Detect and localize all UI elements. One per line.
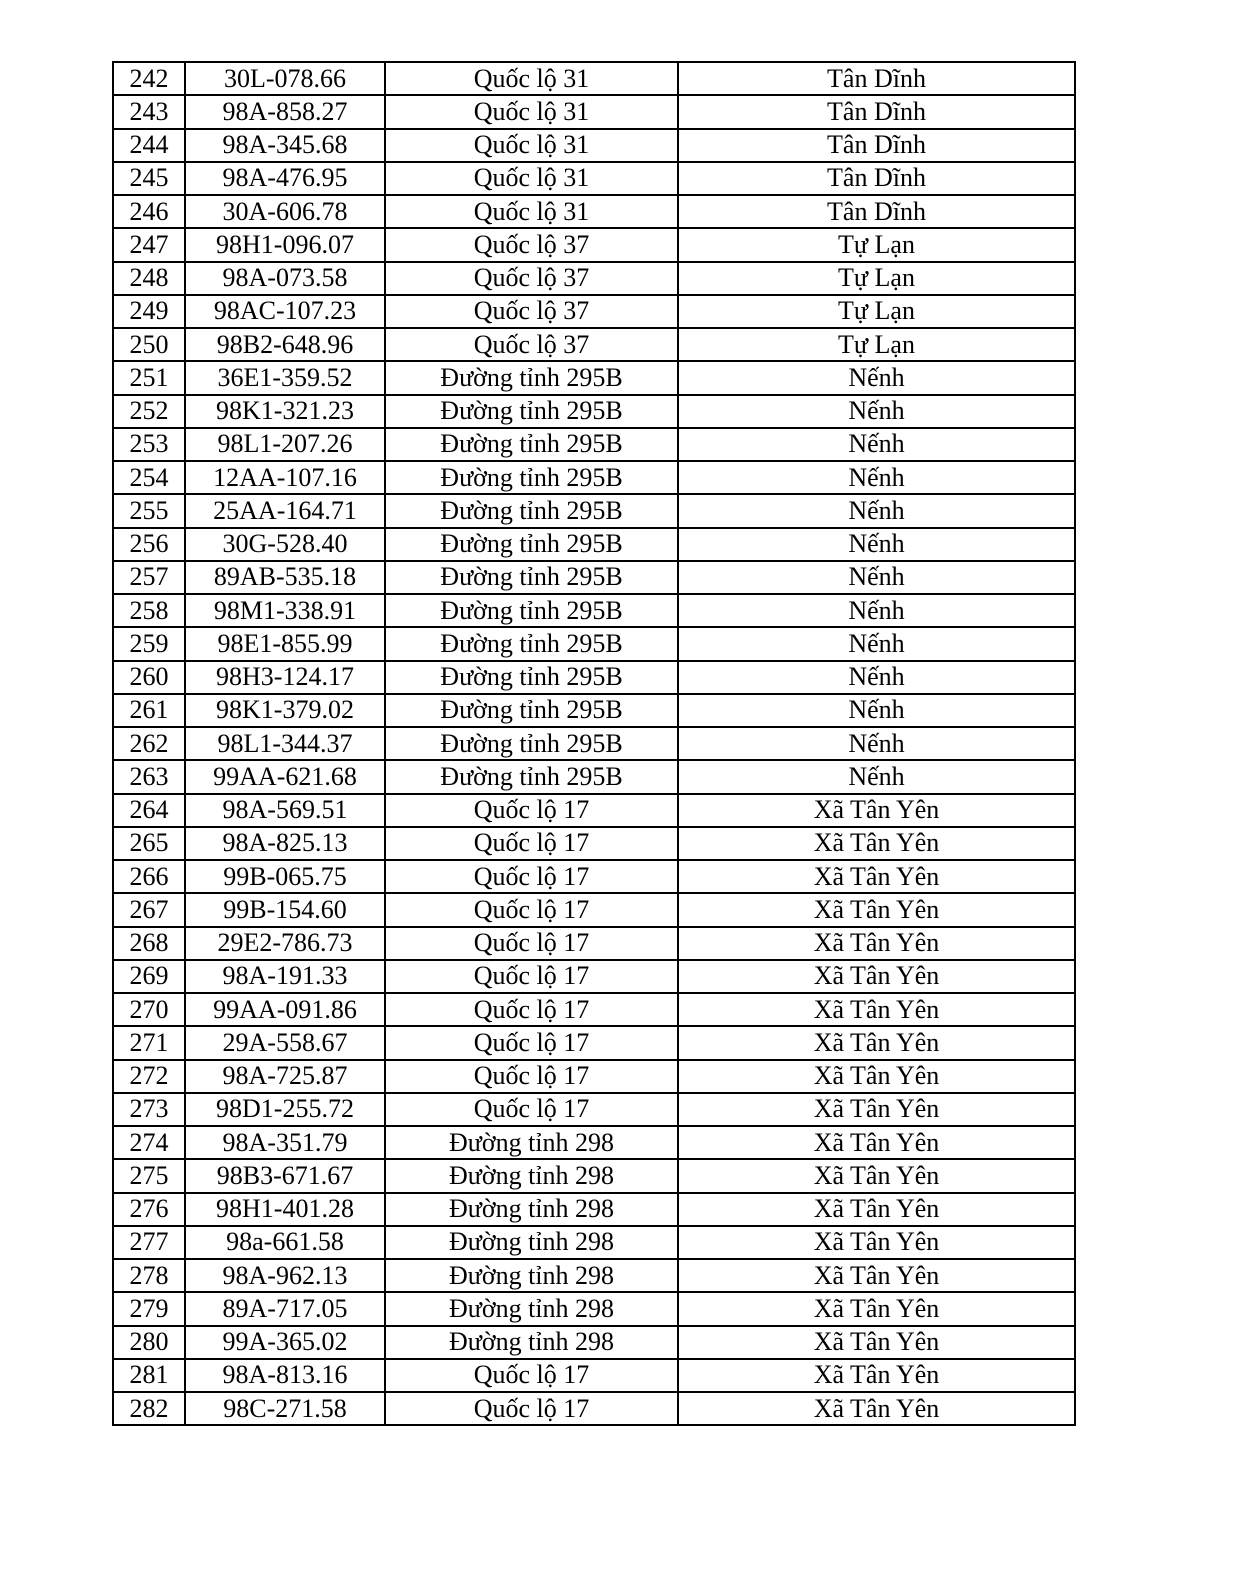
road-name-cell: Quốc lộ 17 — [385, 1359, 678, 1392]
road-name-cell: Đường tỉnh 298 — [385, 1126, 678, 1159]
road-name-cell: Quốc lộ 31 — [385, 195, 678, 228]
row-number-cell: 250 — [113, 328, 185, 361]
table-row — [113, 1093, 1075, 1126]
road-name-cell: Quốc lộ 17 — [385, 1060, 678, 1093]
road-name-cell: Đường tỉnh 298 — [385, 1193, 678, 1226]
table-row — [113, 1359, 1075, 1392]
location-cell: Nếnh — [678, 528, 1075, 561]
location-cell: Nếnh — [678, 627, 1075, 660]
license-plate-cell: 98E1-855.99 — [185, 627, 385, 660]
row-number-cell: 269 — [113, 960, 185, 993]
table-row — [113, 195, 1075, 228]
location-cell: Nếnh — [678, 395, 1075, 428]
location-cell: Tự Lạn — [678, 228, 1075, 261]
license-plate-cell: 98A-351.79 — [185, 1126, 385, 1159]
row-number-cell: 257 — [113, 561, 185, 594]
location-cell: Xã Tân Yên — [678, 827, 1075, 860]
row-number-cell: 252 — [113, 395, 185, 428]
road-name-cell: Đường tỉnh 295B — [385, 528, 678, 561]
road-name-cell: Quốc lộ 31 — [385, 62, 678, 95]
table-row — [113, 727, 1075, 760]
table-row — [113, 228, 1075, 261]
road-name-cell: Quốc lộ 37 — [385, 228, 678, 261]
location-cell: Tân Dĩnh — [678, 162, 1075, 195]
row-number-cell: 276 — [113, 1193, 185, 1226]
table-row — [113, 1259, 1075, 1292]
road-name-cell: Quốc lộ 17 — [385, 893, 678, 926]
row-number-cell: 251 — [113, 361, 185, 394]
row-number-cell: 256 — [113, 528, 185, 561]
row-number-cell: 253 — [113, 428, 185, 461]
table-row — [113, 62, 1075, 95]
table-row — [113, 760, 1075, 793]
license-plate-cell: 98A-825.13 — [185, 827, 385, 860]
road-name-cell: Đường tỉnh 295B — [385, 760, 678, 793]
table-row — [113, 1126, 1075, 1159]
row-number-cell: 262 — [113, 727, 185, 760]
row-number-cell: 243 — [113, 95, 185, 128]
location-cell: Xã Tân Yên — [678, 893, 1075, 926]
license-plate-cell: 98C-271.58 — [185, 1392, 385, 1425]
table-row — [113, 927, 1075, 960]
location-cell: Xã Tân Yên — [678, 1359, 1075, 1392]
license-plate-cell: 98M1-338.91 — [185, 594, 385, 627]
location-cell: Tự Lạn — [678, 262, 1075, 295]
location-cell: Xã Tân Yên — [678, 1026, 1075, 1059]
table-row — [113, 860, 1075, 893]
location-cell: Nếnh — [678, 694, 1075, 727]
table-row — [113, 794, 1075, 827]
row-number-cell: 268 — [113, 927, 185, 960]
location-cell: Xã Tân Yên — [678, 1292, 1075, 1325]
location-cell: Tân Dĩnh — [678, 62, 1075, 95]
location-cell: Xã Tân Yên — [678, 794, 1075, 827]
license-plate-cell: 98B2-648.96 — [185, 328, 385, 361]
table-row — [113, 162, 1075, 195]
location-cell: Nếnh — [678, 760, 1075, 793]
road-name-cell: Đường tỉnh 295B — [385, 627, 678, 660]
license-plate-cell: 98AC-107.23 — [185, 295, 385, 328]
row-number-cell: 264 — [113, 794, 185, 827]
row-number-cell: 255 — [113, 494, 185, 527]
row-number-cell: 267 — [113, 893, 185, 926]
location-cell: Xã Tân Yên — [678, 1060, 1075, 1093]
license-plate-cell: 29A-558.67 — [185, 1026, 385, 1059]
license-plate-cell: 36E1-359.52 — [185, 361, 385, 394]
table-row — [113, 1159, 1075, 1192]
table-row — [113, 1060, 1075, 1093]
location-cell: Xã Tân Yên — [678, 1226, 1075, 1259]
license-plate-cell: 99AA-091.86 — [185, 993, 385, 1026]
row-number-cell: 275 — [113, 1159, 185, 1192]
location-cell: Nếnh — [678, 428, 1075, 461]
row-number-cell: 274 — [113, 1126, 185, 1159]
table-row — [113, 661, 1075, 694]
license-plate-cell: 98A-476.95 — [185, 162, 385, 195]
row-number-cell: 246 — [113, 195, 185, 228]
road-name-cell: Quốc lộ 37 — [385, 262, 678, 295]
location-cell: Nếnh — [678, 661, 1075, 694]
license-plate-cell: 98A-191.33 — [185, 960, 385, 993]
location-cell: Xã Tân Yên — [678, 1093, 1075, 1126]
location-cell: Xã Tân Yên — [678, 1326, 1075, 1359]
license-plate-cell: 12AA-107.16 — [185, 461, 385, 494]
license-plate-cell: 30A-606.78 — [185, 195, 385, 228]
table-row — [113, 627, 1075, 660]
license-plate-cell: 99B-154.60 — [185, 893, 385, 926]
row-number-cell: 265 — [113, 827, 185, 860]
license-plate-cell: 89AB-535.18 — [185, 561, 385, 594]
row-number-cell: 242 — [113, 62, 185, 95]
road-name-cell: Quốc lộ 17 — [385, 1392, 678, 1425]
license-plate-cell: 98H3-124.17 — [185, 661, 385, 694]
table-row — [113, 528, 1075, 561]
location-cell: Nếnh — [678, 461, 1075, 494]
table-row — [113, 993, 1075, 1026]
location-cell: Xã Tân Yên — [678, 1392, 1075, 1425]
license-plate-cell: 98K1-379.02 — [185, 694, 385, 727]
row-number-cell: 247 — [113, 228, 185, 261]
road-name-cell: Quốc lộ 17 — [385, 1026, 678, 1059]
table-row — [113, 361, 1075, 394]
location-cell: Xã Tân Yên — [678, 1193, 1075, 1226]
license-plate-cell: 98B3-671.67 — [185, 1159, 385, 1192]
table-row — [113, 893, 1075, 926]
row-number-cell: 270 — [113, 993, 185, 1026]
road-name-cell: Đường tỉnh 295B — [385, 561, 678, 594]
road-name-cell: Đường tỉnh 298 — [385, 1226, 678, 1259]
license-plate-cell: 98L1-207.26 — [185, 428, 385, 461]
road-name-cell: Quốc lộ 17 — [385, 960, 678, 993]
road-name-cell: Quốc lộ 31 — [385, 162, 678, 195]
table-row — [113, 129, 1075, 162]
road-name-cell: Quốc lộ 17 — [385, 927, 678, 960]
road-name-cell: Quốc lộ 17 — [385, 993, 678, 1026]
location-cell: Nếnh — [678, 561, 1075, 594]
location-cell: Tự Lạn — [678, 295, 1075, 328]
row-number-cell: 272 — [113, 1060, 185, 1093]
row-number-cell: 271 — [113, 1026, 185, 1059]
road-name-cell: Đường tỉnh 298 — [385, 1259, 678, 1292]
road-name-cell: Đường tỉnh 295B — [385, 694, 678, 727]
table-row — [113, 594, 1075, 627]
license-plate-cell: 99A-365.02 — [185, 1326, 385, 1359]
table-row — [113, 1226, 1075, 1259]
license-plate-cell: 98A-962.13 — [185, 1259, 385, 1292]
location-cell: Xã Tân Yên — [678, 927, 1075, 960]
license-plate-cell: 30L-078.66 — [185, 62, 385, 95]
table-row — [113, 328, 1075, 361]
location-cell: Tân Dĩnh — [678, 195, 1075, 228]
location-cell: Tự Lạn — [678, 328, 1075, 361]
license-plate-cell: 98A-725.87 — [185, 1060, 385, 1093]
road-name-cell: Quốc lộ 37 — [385, 328, 678, 361]
road-name-cell: Đường tỉnh 295B — [385, 594, 678, 627]
road-name-cell: Đường tỉnh 295B — [385, 661, 678, 694]
license-plate-cell: 25AA-164.71 — [185, 494, 385, 527]
license-plate-cell: 98K1-321.23 — [185, 395, 385, 428]
road-name-cell: Quốc lộ 31 — [385, 95, 678, 128]
license-plate-cell: 98H1-401.28 — [185, 1193, 385, 1226]
location-cell: Tân Dĩnh — [678, 129, 1075, 162]
license-plate-cell: 98a-661.58 — [185, 1226, 385, 1259]
license-plate-cell: 98L1-344.37 — [185, 727, 385, 760]
license-plate-cell: 99B-065.75 — [185, 860, 385, 893]
row-number-cell: 279 — [113, 1292, 185, 1325]
table-row — [113, 95, 1075, 128]
location-cell: Xã Tân Yên — [678, 960, 1075, 993]
row-number-cell: 278 — [113, 1259, 185, 1292]
table-row — [113, 694, 1075, 727]
table-row — [113, 395, 1075, 428]
location-cell: Xã Tân Yên — [678, 1259, 1075, 1292]
row-number-cell: 266 — [113, 860, 185, 893]
license-plate-cell: 98A-073.58 — [185, 262, 385, 295]
road-name-cell: Đường tỉnh 298 — [385, 1326, 678, 1359]
license-plate-cell: 30G-528.40 — [185, 528, 385, 561]
violation-table — [112, 61, 1076, 1426]
table-row — [113, 295, 1075, 328]
road-name-cell: Đường tỉnh 295B — [385, 395, 678, 428]
row-number-cell: 258 — [113, 594, 185, 627]
table-row — [113, 262, 1075, 295]
road-name-cell: Quốc lộ 17 — [385, 1093, 678, 1126]
row-number-cell: 244 — [113, 129, 185, 162]
row-number-cell: 245 — [113, 162, 185, 195]
location-cell: Tân Dĩnh — [678, 95, 1075, 128]
table-row — [113, 1026, 1075, 1059]
location-cell: Nếnh — [678, 727, 1075, 760]
road-name-cell: Đường tỉnh 295B — [385, 361, 678, 394]
row-number-cell: 254 — [113, 461, 185, 494]
license-plate-cell: 98A-569.51 — [185, 794, 385, 827]
road-name-cell: Quốc lộ 17 — [385, 860, 678, 893]
road-name-cell: Quốc lộ 31 — [385, 129, 678, 162]
table-row — [113, 1193, 1075, 1226]
license-plate-cell: 98H1-096.07 — [185, 228, 385, 261]
location-cell: Xã Tân Yên — [678, 860, 1075, 893]
license-plate-cell: 98A-858.27 — [185, 95, 385, 128]
table-body — [113, 62, 1075, 1425]
table-row — [113, 1392, 1075, 1425]
road-name-cell: Đường tỉnh 295B — [385, 461, 678, 494]
location-cell: Nếnh — [678, 494, 1075, 527]
license-plate-cell: 98A-813.16 — [185, 1359, 385, 1392]
row-number-cell: 249 — [113, 295, 185, 328]
table-row — [113, 494, 1075, 527]
license-plate-cell: 98A-345.68 — [185, 129, 385, 162]
table-row — [113, 1292, 1075, 1325]
license-plate-cell: 98D1-255.72 — [185, 1093, 385, 1126]
road-name-cell: Quốc lộ 17 — [385, 827, 678, 860]
road-name-cell: Đường tỉnh 298 — [385, 1292, 678, 1325]
row-number-cell: 248 — [113, 262, 185, 295]
road-name-cell: Đường tỉnh 295B — [385, 727, 678, 760]
row-number-cell: 259 — [113, 627, 185, 660]
table-row — [113, 1326, 1075, 1359]
table-row — [113, 461, 1075, 494]
table-row — [113, 827, 1075, 860]
row-number-cell: 277 — [113, 1226, 185, 1259]
location-cell: Xã Tân Yên — [678, 1159, 1075, 1192]
road-name-cell: Quốc lộ 17 — [385, 794, 678, 827]
road-name-cell: Đường tỉnh 295B — [385, 428, 678, 461]
road-name-cell: Quốc lộ 37 — [385, 295, 678, 328]
row-number-cell: 261 — [113, 694, 185, 727]
road-name-cell: Đường tỉnh 298 — [385, 1159, 678, 1192]
table-row — [113, 960, 1075, 993]
row-number-cell: 281 — [113, 1359, 185, 1392]
row-number-cell: 280 — [113, 1326, 185, 1359]
location-cell: Xã Tân Yên — [678, 1126, 1075, 1159]
license-plate-cell: 89A-717.05 — [185, 1292, 385, 1325]
row-number-cell: 260 — [113, 661, 185, 694]
table-row — [113, 561, 1075, 594]
road-name-cell: Đường tỉnh 295B — [385, 494, 678, 527]
table-row — [113, 428, 1075, 461]
license-plate-cell: 29E2-786.73 — [185, 927, 385, 960]
row-number-cell: 273 — [113, 1093, 185, 1126]
location-cell: Xã Tân Yên — [678, 993, 1075, 1026]
row-number-cell: 282 — [113, 1392, 185, 1425]
license-plate-cell: 99AA-621.68 — [185, 760, 385, 793]
location-cell: Nếnh — [678, 361, 1075, 394]
row-number-cell: 263 — [113, 760, 185, 793]
location-cell: Nếnh — [678, 594, 1075, 627]
